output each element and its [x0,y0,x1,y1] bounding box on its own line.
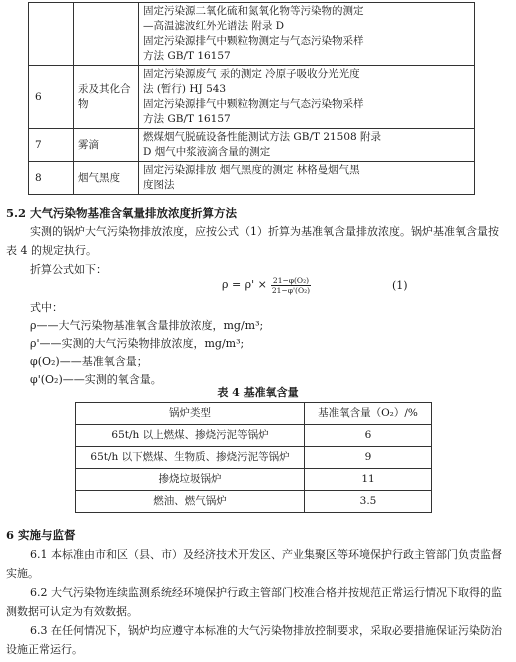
table-row [76,425,432,447]
oxygen-value: 9 [305,447,432,469]
conversion-formula [222,272,312,298]
boiler-type: 65t/h 以上燃煤、掺烧污泥等锅炉 [76,425,305,447]
method-line: 法 (暂行) HJ 543 [143,83,227,95]
method-line: 方法 GB/T 16157 [143,113,231,125]
equation-number: (1) [392,279,408,292]
table-row [29,3,475,66]
pollutant-item: 汞及其化合物 [74,66,139,129]
oxygen-value: 3.5 [305,491,432,513]
method-line: 固定污染源排放 烟气黑度的测定 林格曼烟气黑 [143,164,360,176]
definition-line: ρ'——实测的大气污染物排放浓度，mg/m³; [30,337,245,350]
method-cell [139,129,475,162]
table-row [29,162,475,195]
method-line: 固定污染源排气中颗粒物测定与气态污染物采样 [143,35,364,47]
method-line: 燃煤烟气脱硫设备性能测试方法 GB/T 21508 附录 [143,131,382,143]
formula-denominator: 21−φ'(O₂) [271,285,311,295]
paragraph-line: 实测的锅炉大气污染物排放浓度，应按公式（1）折算为基准氧含量排放浓度。锅炉基准氧含量按 [30,225,499,238]
formula-fraction [270,276,312,295]
column-header: 锅炉类型 [76,403,305,425]
method-line: 方法 GB/T 16157 [143,50,231,62]
boiler-type: 掺烧垃圾锅炉 [76,469,305,491]
row-number: 7 [29,129,74,162]
paragraph-line: 6.3 在任何情况下，锅炉均应遵守本标准的大气污染物排放控制要求，采取必要措施保证污染防治 [30,624,502,637]
method-line: 固定污染源废气 汞的测定 冷原子吸收分光光度 [143,68,360,80]
method-cell [139,3,475,66]
test-method-table [28,2,475,195]
definition-line: φ(O₂)——基准氧含量； [30,355,148,368]
oxygen-value: 11 [305,469,432,491]
row-number [29,3,74,66]
paragraph-line: 设施正常运行。 [6,643,83,656]
method-line: 固定污染源排气中颗粒物测定与气态污染物采样 [143,98,364,110]
paragraph-line: 6.2 大气污染物连续监测系统经环境保护行政主管部门校准合格并按规范正常运行情况下取得的监 [30,586,502,599]
column-header: 基准氧含量（O₂）/% [305,403,432,425]
paragraph-line: 表 4 的规定执行。 [6,244,97,257]
method-line: —高温滤波红外光谱法 附录 D [143,20,285,32]
section-heading: 5.2 大气污染物基准含氧量排放浓度折算方法 [6,206,238,220]
method-line: 度图法 [143,179,175,191]
boiler-type: 燃油、燃气锅炉 [76,491,305,513]
paragraph-line: 实施。 [6,567,39,580]
method-cell [139,66,475,129]
table-row [76,491,432,513]
definition-line: ρ——大气污染物基准氧含量排放浓度，mg/m³; [30,319,264,332]
pollutant-item [74,3,139,66]
oxygen-value: 6 [305,425,432,447]
formula-lhs: ρ = ρ' × [222,278,267,292]
definition-line: φ'(O₂)——实测的氧含量。 [30,373,162,386]
method-cell [139,162,475,195]
pollutant-item: 烟气黑度 [74,162,139,195]
table-row [76,447,432,469]
table-row [76,469,432,491]
formula-numerator: 21−φ(O₂) [272,275,310,285]
formula-intro: 折算公式如下： [30,263,107,276]
table-header-row [76,403,432,425]
section-heading: 6 实施与监督 [6,528,76,542]
boiler-type: 65t/h 以下燃煤、生物质、掺烧污泥等锅炉 [76,447,305,469]
row-number: 6 [29,66,74,129]
paragraph-line: 测数据可认定为有效数据。 [6,605,138,618]
table-caption: 表 4 基准氧含量 [217,386,299,399]
where-label: 式中： [30,301,63,314]
baseline-oxygen-table [75,402,432,513]
table-row [29,129,475,162]
table-row [29,66,475,129]
paragraph-line: 6.1 本标准由市和区（县、市）及经济技术开发区、产业集聚区等环境保护行政主管部门负责监督 [30,548,502,561]
method-line: 固定污染源二氧化硫和氮氧化物等污染物的测定 [143,5,364,17]
method-line: D 烟气中浆液滴含量的测定 [143,146,271,158]
pollutant-item: 雾滴 [74,129,139,162]
row-number: 8 [29,162,74,195]
